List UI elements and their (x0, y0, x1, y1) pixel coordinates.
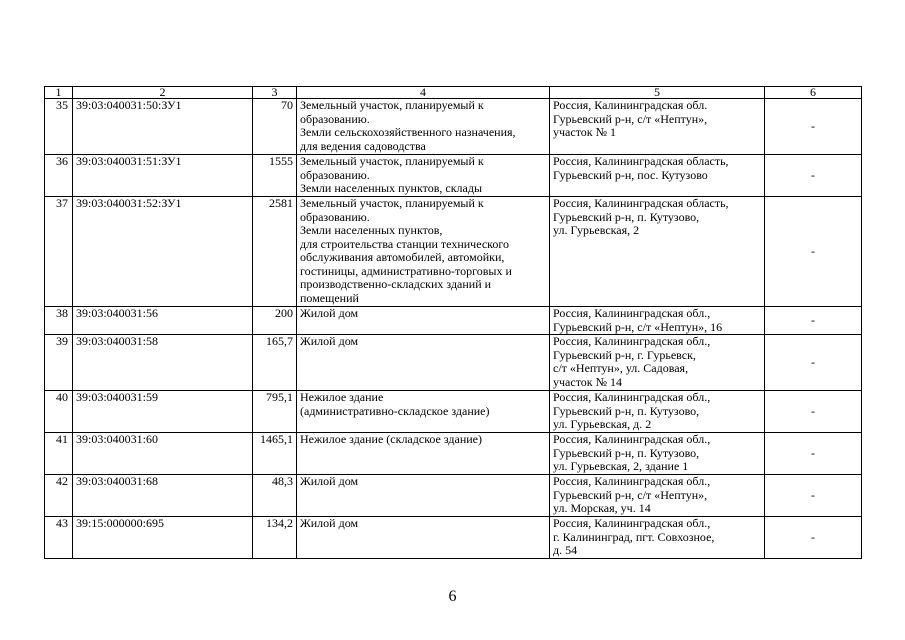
object-address: Россия, Калининградская область, Гурьевский р-н, п. Кутузово, ул. Гурьевская, 2 (550, 197, 765, 307)
cadastral-number: 39:03:040031:68 (73, 475, 253, 517)
header-cell: 4 (297, 87, 550, 99)
object-description: Жилой дом (297, 517, 550, 559)
page-number: 6 (448, 588, 457, 605)
object-address: Россия, Калининградская обл., Гурьевский р-н, с/т «Нептун», 16 (550, 307, 765, 335)
cadastral-number: 39:03:040031:56 (73, 307, 253, 335)
object-description: Жилой дом (297, 335, 550, 391)
row-number: 41 (45, 433, 73, 475)
object-description: Нежилое здание (административно-складское здание) (297, 391, 550, 433)
cadastral-number: 39:03:040031:59 (73, 391, 253, 433)
cadastral-number: 39:03:040031:51:ЗУ1 (73, 155, 253, 197)
object-address: Россия, Калининградская область, Гурьевский р-н, пос. Кутузово (550, 155, 765, 197)
cadastral-number: 39:03:040031:58 (73, 335, 253, 391)
area-value: 1465,1 (253, 433, 297, 475)
table-row (45, 335, 862, 391)
row-number: 37 (45, 197, 73, 307)
header-cell: 1 (45, 87, 73, 99)
note-mark: - (765, 517, 862, 559)
row-number: 40 (45, 391, 73, 433)
row-number: 36 (45, 155, 73, 197)
area-value: 165,7 (253, 335, 297, 391)
table-row (45, 433, 862, 475)
area-value: 2581 (253, 197, 297, 307)
header-cell: 6 (765, 87, 862, 99)
object-description: Земельный участок, планируемый к образованию. Земли сельскохозяйственного назначения, для ведения садоводства (297, 99, 550, 155)
table-row (45, 197, 862, 307)
object-description: Нежилое здание (складское здание) (297, 433, 550, 475)
area-value: 70 (253, 99, 297, 155)
header-cell: 3 (253, 87, 297, 99)
object-address: Россия, Калининградская обл., Гурьевский р-н, г. Гурьевск, с/т «Нептун», ул. Садовая, участок № 14 (550, 335, 765, 391)
row-number: 42 (45, 475, 73, 517)
note-mark: - (765, 197, 862, 307)
area-value: 795,1 (253, 391, 297, 433)
object-description: Жилой дом (297, 307, 550, 335)
object-address: Россия, Калининградская обл., г. Калининград, пгт. Совхозное, д. 54 (550, 517, 765, 559)
note-mark: - (765, 307, 862, 335)
cadastral-number: 39:03:040031:60 (73, 433, 253, 475)
note-mark: - (765, 155, 862, 197)
table-row (45, 155, 862, 197)
object-description: Земельный участок, планируемый к образованию. Земли населенных пунктов, для строительства станции технического обслуживания автомобилей, автомойки, гостиницы, административно-торговых и производственно-складских зданий и помещений (297, 197, 550, 307)
row-number: 38 (45, 307, 73, 335)
table-row (45, 391, 862, 433)
table-row (45, 307, 862, 335)
table-row (45, 517, 862, 559)
note-mark: - (765, 391, 862, 433)
header-cell: 2 (73, 87, 253, 99)
object-address: Россия, Калининградская обл., Гурьевский р-н, п. Кутузово, ул. Гурьевская, д. 2 (550, 391, 765, 433)
object-address: Россия, Калининградская обл., Гурьевский р-н, с/т «Нептун», ул. Морская, уч. 14 (550, 475, 765, 517)
cadastral-number: 39:03:040031:52:ЗУ1 (73, 197, 253, 307)
note-mark: - (765, 99, 862, 155)
table-header-row (45, 87, 862, 99)
table-row (45, 99, 862, 155)
note-mark: - (765, 475, 862, 517)
cadastral-number: 39:15:000000:695 (73, 517, 253, 559)
row-number: 43 (45, 517, 73, 559)
register-table (44, 86, 862, 559)
area-value: 1555 (253, 155, 297, 197)
cadastral-number: 39:03:040031:50:ЗУ1 (73, 99, 253, 155)
row-number: 39 (45, 335, 73, 391)
note-mark: - (765, 335, 862, 391)
area-value: 200 (253, 307, 297, 335)
object-description: Земельный участок, планируемый к образованию. Земли населенных пунктов, склады (297, 155, 550, 197)
object-address: Россия, Калининградская обл., Гурьевский р-н, п. Кутузово, ул. Гурьевская, 2, здание 1 (550, 433, 765, 475)
row-number: 35 (45, 99, 73, 155)
area-value: 134,2 (253, 517, 297, 559)
area-value: 48,3 (253, 475, 297, 517)
table-row (45, 475, 862, 517)
note-mark: - (765, 433, 862, 475)
object-address: Россия, Калининградская обл. Гурьевский р-н, с/т «Нептун», участок № 1 (550, 99, 765, 155)
header-cell: 5 (550, 87, 765, 99)
object-description: Жилой дом (297, 475, 550, 517)
